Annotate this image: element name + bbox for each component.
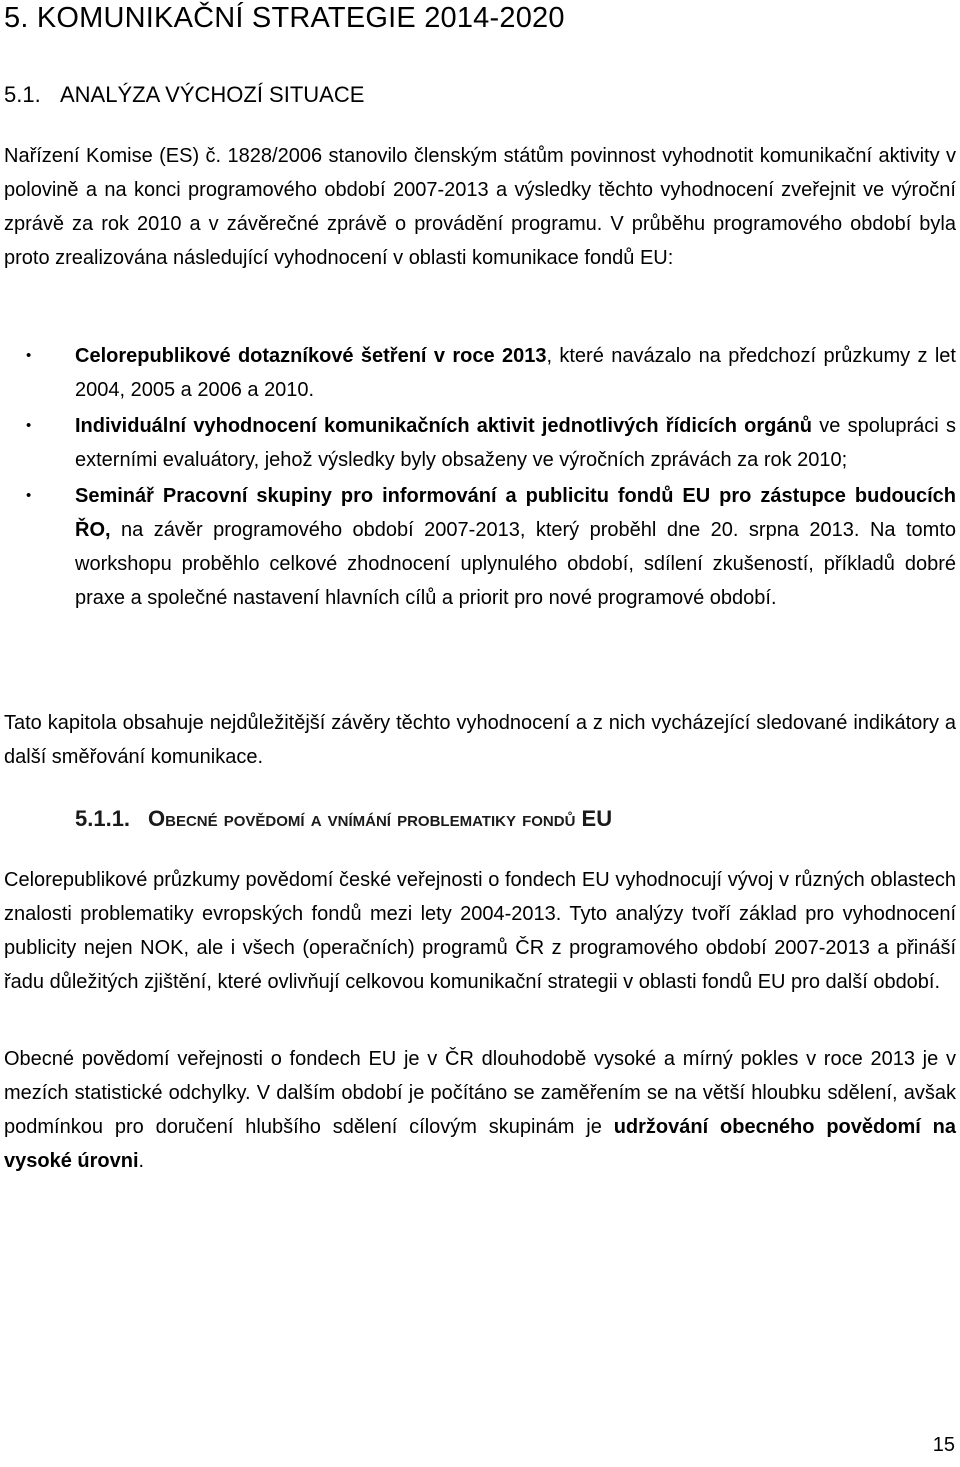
subsection-title: Obecné povědomí a vnímání problematiky fondů EU: [148, 806, 613, 831]
evaluation-list: [4, 339, 956, 617]
list-item-text: na závěr programového období 2007-2013, který proběhl dne 20. srpna 2013. Na tomto workshopu proběhlo celkové zhodnocení uplynulého období, sdílení zkušeností, příkladů dobré praxe a společné nastavení hlavních cílů a priorit pro nové programové období.: [75, 519, 956, 609]
awareness-paragraph-2-end: .: [138, 1150, 145, 1172]
bullet-icon: •: [26, 417, 32, 434]
awareness-paragraph-2-bold: udržování obecného povědomí na vysoké úrovni: [4, 1116, 957, 1172]
summary-paragraph: Tato kapitola obsahuje nejdůležitější závěry těchto vyhodnocení a z nich vycházející sledované indikátory a další směřování komunikace.: [4, 712, 956, 768]
bullet-icon: •: [26, 487, 32, 504]
section-heading: [4, 82, 364, 108]
bullet-icon: •: [26, 347, 32, 364]
list-item-bold: Individuální vyhodnocení komunikačních aktivit jednotlivých řídicích orgánů: [75, 415, 812, 437]
list-item: [4, 409, 956, 477]
list-item-bold: Seminář Pracovní skupiny pro informování a publicitu fondů EU pro zástupce budoucích ŘO,: [75, 485, 956, 541]
subsection-heading: [75, 806, 612, 832]
section-number: 5.1.: [4, 82, 41, 107]
list-item: [4, 479, 956, 615]
section-title: ANALÝZA VÝCHOZÍ SITUACE: [60, 82, 365, 107]
awareness-paragraph-2-text: Obecné povědomí veřejnosti o fondech EU je v ČR dlouhodobě vysoké a mírný pokles v roce 2013 je v mezích statistické odchylky. V dalším období je počítáno se zaměřením se na větší hloubku sdělení, avšak podmínkou pro doručení hlubšího sdělení cílovým skupinám je: [4, 1048, 956, 1138]
awareness-paragraph-2: [4, 1042, 956, 1178]
subsection-number: 5.1.1.: [75, 806, 131, 831]
list-item-bold: Celorepublikové dotazníkové šetření v roce 2013: [75, 345, 547, 367]
list-item-text: ve spolupráci s externími evaluátory, jehož výsledky byly obsaženy ve výročních zprávách za rok 2010;: [75, 415, 956, 471]
awareness-paragraph-1: Celorepublikové průzkumy povědomí české veřejnosti o fondech EU vyhodnocují vývoj v různých oblastech znalosti problematiky evropských fondů mezi lety 2004-2013. Tyto analýzy tvoří základ pro vyhodnocení publicity nejen NOK, ale i všech (operačních) programů ČR z programového období 2007-2013 a přináší řadu důležitých zjištění, které ovlivňují celkovou komunikační strategii v oblasti fondů EU pro další období.: [4, 869, 956, 993]
intro-paragraph: Nařízení Komise (ES) č. 1828/2006 stanovilo členským státům povinnost vyhodnotit komunikační aktivity v polovině a na konci programového období 2007-2013 a výsledky těchto vyhodnocení zveřejnit ve výroční zprávě za rok 2010 a v závěrečné zprávě o provádění programu. V průběhu programového období byla proto zrealizována následující vyhodnocení v oblasti komunikace fondů EU:: [4, 145, 956, 269]
chapter-heading: 5. KOMUNIKAČNÍ STRATEGIE 2014-2020: [4, 2, 565, 34]
list-item-text: , které navázalo na předchozí průzkumy z let 2004, 2005 a 2006 a 2010.: [75, 345, 956, 401]
page-number: 15: [932, 1434, 955, 1456]
list-item: [4, 339, 956, 407]
